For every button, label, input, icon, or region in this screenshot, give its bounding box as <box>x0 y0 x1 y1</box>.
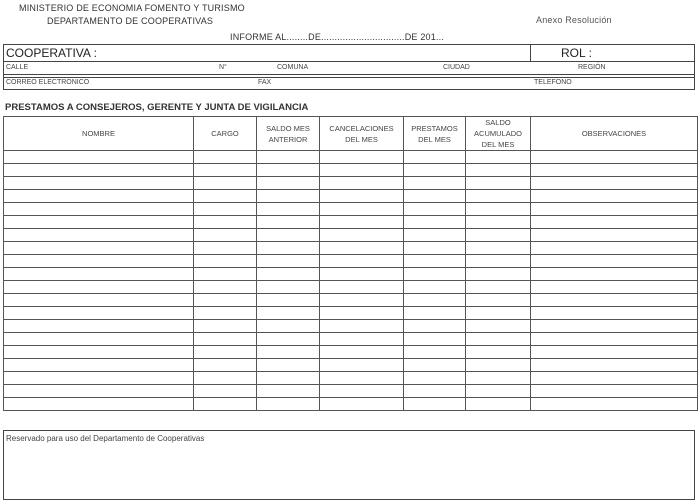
table-cell[interactable] <box>4 320 194 333</box>
table-cell[interactable] <box>257 294 320 307</box>
annex-label: Anexo Resolución <box>536 15 612 25</box>
table-cell[interactable] <box>320 216 404 229</box>
table-cell[interactable] <box>531 385 698 398</box>
table-cell[interactable] <box>466 255 531 268</box>
table-cell[interactable] <box>466 216 531 229</box>
table-cell[interactable] <box>194 359 257 372</box>
table-cell[interactable] <box>404 359 466 372</box>
table-cell[interactable] <box>531 164 698 177</box>
table-cell[interactable] <box>320 268 404 281</box>
table-cell[interactable] <box>531 255 698 268</box>
correo-label: CORREO ELECTRONICO <box>6 79 90 86</box>
table-cell[interactable] <box>194 164 257 177</box>
table-cell[interactable] <box>257 242 320 255</box>
table-cell[interactable] <box>320 307 404 320</box>
table-cell[interactable] <box>404 164 466 177</box>
table-cell[interactable] <box>531 346 698 359</box>
table-cell[interactable] <box>194 190 257 203</box>
table-cell[interactable] <box>404 177 466 190</box>
table-cell[interactable] <box>466 372 531 385</box>
table-cell[interactable] <box>257 346 320 359</box>
section-title: PRESTAMOS A CONSEJEROS, GERENTE Y JUNTA DE VIGILANCIA <box>5 102 309 113</box>
table-cell[interactable] <box>531 151 698 164</box>
region-label: REGIÓN <box>578 64 606 71</box>
table-cell[interactable] <box>404 242 466 255</box>
column-header-observaciones: OBSERVACIONES <box>531 117 698 151</box>
table-cell[interactable] <box>4 333 194 346</box>
table-cell[interactable] <box>194 320 257 333</box>
table-cell[interactable] <box>320 385 404 398</box>
table-cell[interactable] <box>4 372 194 385</box>
table-cell[interactable] <box>257 229 320 242</box>
table-row <box>4 151 698 164</box>
table-cell[interactable] <box>4 268 194 281</box>
divider <box>3 74 695 75</box>
table-cell[interactable] <box>194 229 257 242</box>
numero-label: N° <box>219 64 227 71</box>
table-cell[interactable] <box>466 398 531 411</box>
table-cell[interactable] <box>531 359 698 372</box>
table-cell[interactable] <box>531 372 698 385</box>
table-cell[interactable] <box>194 372 257 385</box>
divider <box>3 61 695 62</box>
table-cell[interactable] <box>404 229 466 242</box>
table-cell[interactable] <box>194 346 257 359</box>
table-cell[interactable] <box>320 164 404 177</box>
calle-label: CALLE <box>6 64 29 71</box>
table-cell[interactable] <box>466 229 531 242</box>
table-cell[interactable] <box>194 216 257 229</box>
table-row <box>4 242 698 255</box>
table-cell[interactable] <box>257 151 320 164</box>
table-row <box>4 216 698 229</box>
table-cell[interactable] <box>257 190 320 203</box>
table-row <box>4 177 698 190</box>
table-cell[interactable] <box>257 216 320 229</box>
table-cell[interactable] <box>404 385 466 398</box>
table-cell[interactable] <box>531 190 698 203</box>
ministry-title: MINISTERIO DE ECONOMIA FOMENTO Y TURISMO <box>19 3 245 13</box>
loans-table <box>3 116 698 411</box>
table-row <box>4 203 698 216</box>
table-cell[interactable] <box>466 281 531 294</box>
table-cell[interactable] <box>320 151 404 164</box>
table-row <box>4 164 698 177</box>
fax-label: FAX <box>258 79 272 86</box>
table-cell[interactable] <box>466 151 531 164</box>
table-cell[interactable] <box>194 242 257 255</box>
table-cell[interactable] <box>320 320 404 333</box>
column-header-cargo: CARGO <box>194 117 257 151</box>
table-cell[interactable] <box>4 398 194 411</box>
table-cell[interactable] <box>4 307 194 320</box>
divider <box>3 77 695 78</box>
cooperativa-label: COOPERATIVA : <box>6 46 97 60</box>
telefono-label: TELEFONO <box>534 79 572 86</box>
table-cell[interactable] <box>531 242 698 255</box>
table-cell[interactable] <box>466 320 531 333</box>
table-cell[interactable] <box>320 255 404 268</box>
table-cell[interactable] <box>320 242 404 255</box>
table-cell[interactable] <box>320 346 404 359</box>
rol-label: ROL : <box>561 46 592 60</box>
table-cell[interactable] <box>466 268 531 281</box>
table-cell[interactable] <box>257 320 320 333</box>
table-cell[interactable] <box>531 177 698 190</box>
ciudad-label: CIUDAD <box>443 64 470 71</box>
table-cell[interactable] <box>404 346 466 359</box>
table-cell[interactable] <box>4 229 194 242</box>
table-cell[interactable] <box>404 398 466 411</box>
table-cell[interactable] <box>466 385 531 398</box>
report-date-line: INFORME AL........DE...............................DE 201... <box>230 32 445 42</box>
table-row <box>4 229 698 242</box>
table-cell[interactable] <box>4 216 194 229</box>
table-cell[interactable] <box>257 203 320 216</box>
table-cell[interactable] <box>194 281 257 294</box>
table-header-row <box>4 117 698 151</box>
table-cell[interactable] <box>320 229 404 242</box>
table-row <box>4 268 698 281</box>
table-cell[interactable] <box>466 333 531 346</box>
column-header-cancelaciones: CANCELACIONES DEL MES <box>320 117 404 151</box>
table-cell[interactable] <box>404 255 466 268</box>
column-header-nombre: NOMBRE <box>4 117 194 151</box>
table-cell[interactable] <box>531 268 698 281</box>
table-cell[interactable] <box>4 294 194 307</box>
table-cell[interactable] <box>320 372 404 385</box>
table-cell[interactable] <box>531 216 698 229</box>
table-cell[interactable] <box>466 242 531 255</box>
table-cell[interactable] <box>194 294 257 307</box>
table-row <box>4 281 698 294</box>
table-row <box>4 320 698 333</box>
table-cell[interactable] <box>257 307 320 320</box>
table-cell[interactable] <box>466 164 531 177</box>
table-row <box>4 385 698 398</box>
table-cell[interactable] <box>4 346 194 359</box>
table-cell[interactable] <box>320 333 404 346</box>
table-cell[interactable] <box>531 203 698 216</box>
table-cell[interactable] <box>404 320 466 333</box>
table-cell[interactable] <box>257 177 320 190</box>
table-cell[interactable] <box>4 164 194 177</box>
table-cell[interactable] <box>257 333 320 346</box>
table-cell[interactable] <box>320 398 404 411</box>
table-cell[interactable] <box>4 151 194 164</box>
table-cell[interactable] <box>4 190 194 203</box>
table-cell[interactable] <box>4 177 194 190</box>
table-cell[interactable] <box>531 281 698 294</box>
table-cell[interactable] <box>320 281 404 294</box>
table-row <box>4 307 698 320</box>
comuna-label: COMUNA <box>277 64 309 71</box>
table-cell[interactable] <box>531 307 698 320</box>
table-cell[interactable] <box>320 203 404 216</box>
table-cell[interactable] <box>466 203 531 216</box>
column-header-saldo-acumulado: SALDO ACUMULADO DEL MES <box>466 117 531 151</box>
table-row <box>4 190 698 203</box>
table-cell[interactable] <box>320 359 404 372</box>
table-cell[interactable] <box>320 294 404 307</box>
table-cell[interactable] <box>466 346 531 359</box>
table-row <box>4 398 698 411</box>
table-cell[interactable] <box>257 281 320 294</box>
table-cell[interactable] <box>194 151 257 164</box>
table-cell[interactable] <box>466 359 531 372</box>
table-cell[interactable] <box>404 294 466 307</box>
table-cell[interactable] <box>4 255 194 268</box>
table-cell[interactable] <box>257 268 320 281</box>
table-row <box>4 255 698 268</box>
table-cell[interactable] <box>404 307 466 320</box>
table-cell[interactable] <box>404 268 466 281</box>
table-cell[interactable] <box>194 255 257 268</box>
column-header-prestamos: PRESTAMOS DEL MES <box>404 117 466 151</box>
table-cell[interactable] <box>4 203 194 216</box>
table-cell[interactable] <box>194 203 257 216</box>
table-cell[interactable] <box>4 385 194 398</box>
table-cell[interactable] <box>257 372 320 385</box>
table-cell[interactable] <box>257 164 320 177</box>
table-cell[interactable] <box>466 190 531 203</box>
table-cell[interactable] <box>194 333 257 346</box>
table-cell[interactable] <box>404 203 466 216</box>
table-cell[interactable] <box>404 216 466 229</box>
table-cell[interactable] <box>194 307 257 320</box>
table-cell[interactable] <box>257 398 320 411</box>
table-cell[interactable] <box>320 177 404 190</box>
table-cell[interactable] <box>531 398 698 411</box>
table-cell[interactable] <box>466 294 531 307</box>
table-cell[interactable] <box>404 151 466 164</box>
table-cell[interactable] <box>194 268 257 281</box>
table-row <box>4 346 698 359</box>
table-cell[interactable] <box>257 255 320 268</box>
table-cell[interactable] <box>194 398 257 411</box>
reserved-box <box>3 430 695 500</box>
divider <box>530 44 531 61</box>
table-cell[interactable] <box>257 359 320 372</box>
table-row <box>4 372 698 385</box>
table-cell[interactable] <box>4 281 194 294</box>
column-header-saldo-mes-anterior: SALDO MES ANTERIOR <box>257 117 320 151</box>
table-row <box>4 333 698 346</box>
table-cell[interactable] <box>194 385 257 398</box>
reserved-label: Reservado para uso del Departamento de Cooperativas <box>6 434 205 443</box>
table-cell[interactable] <box>320 190 404 203</box>
table-cell[interactable] <box>466 307 531 320</box>
table-cell[interactable] <box>4 242 194 255</box>
table-cell[interactable] <box>194 177 257 190</box>
table-cell[interactable] <box>531 229 698 242</box>
table-cell[interactable] <box>466 177 531 190</box>
table-cell[interactable] <box>257 385 320 398</box>
table-cell[interactable] <box>4 359 194 372</box>
table-cell[interactable] <box>404 333 466 346</box>
table-row <box>4 294 698 307</box>
table-cell[interactable] <box>531 294 698 307</box>
table-cell[interactable] <box>404 281 466 294</box>
table-cell[interactable] <box>531 320 698 333</box>
department-title: DEPARTAMENTO DE COOPERATIVAS <box>47 16 214 26</box>
table-cell[interactable] <box>404 190 466 203</box>
table-row <box>4 359 698 372</box>
table-cell[interactable] <box>531 333 698 346</box>
table-cell[interactable] <box>404 372 466 385</box>
